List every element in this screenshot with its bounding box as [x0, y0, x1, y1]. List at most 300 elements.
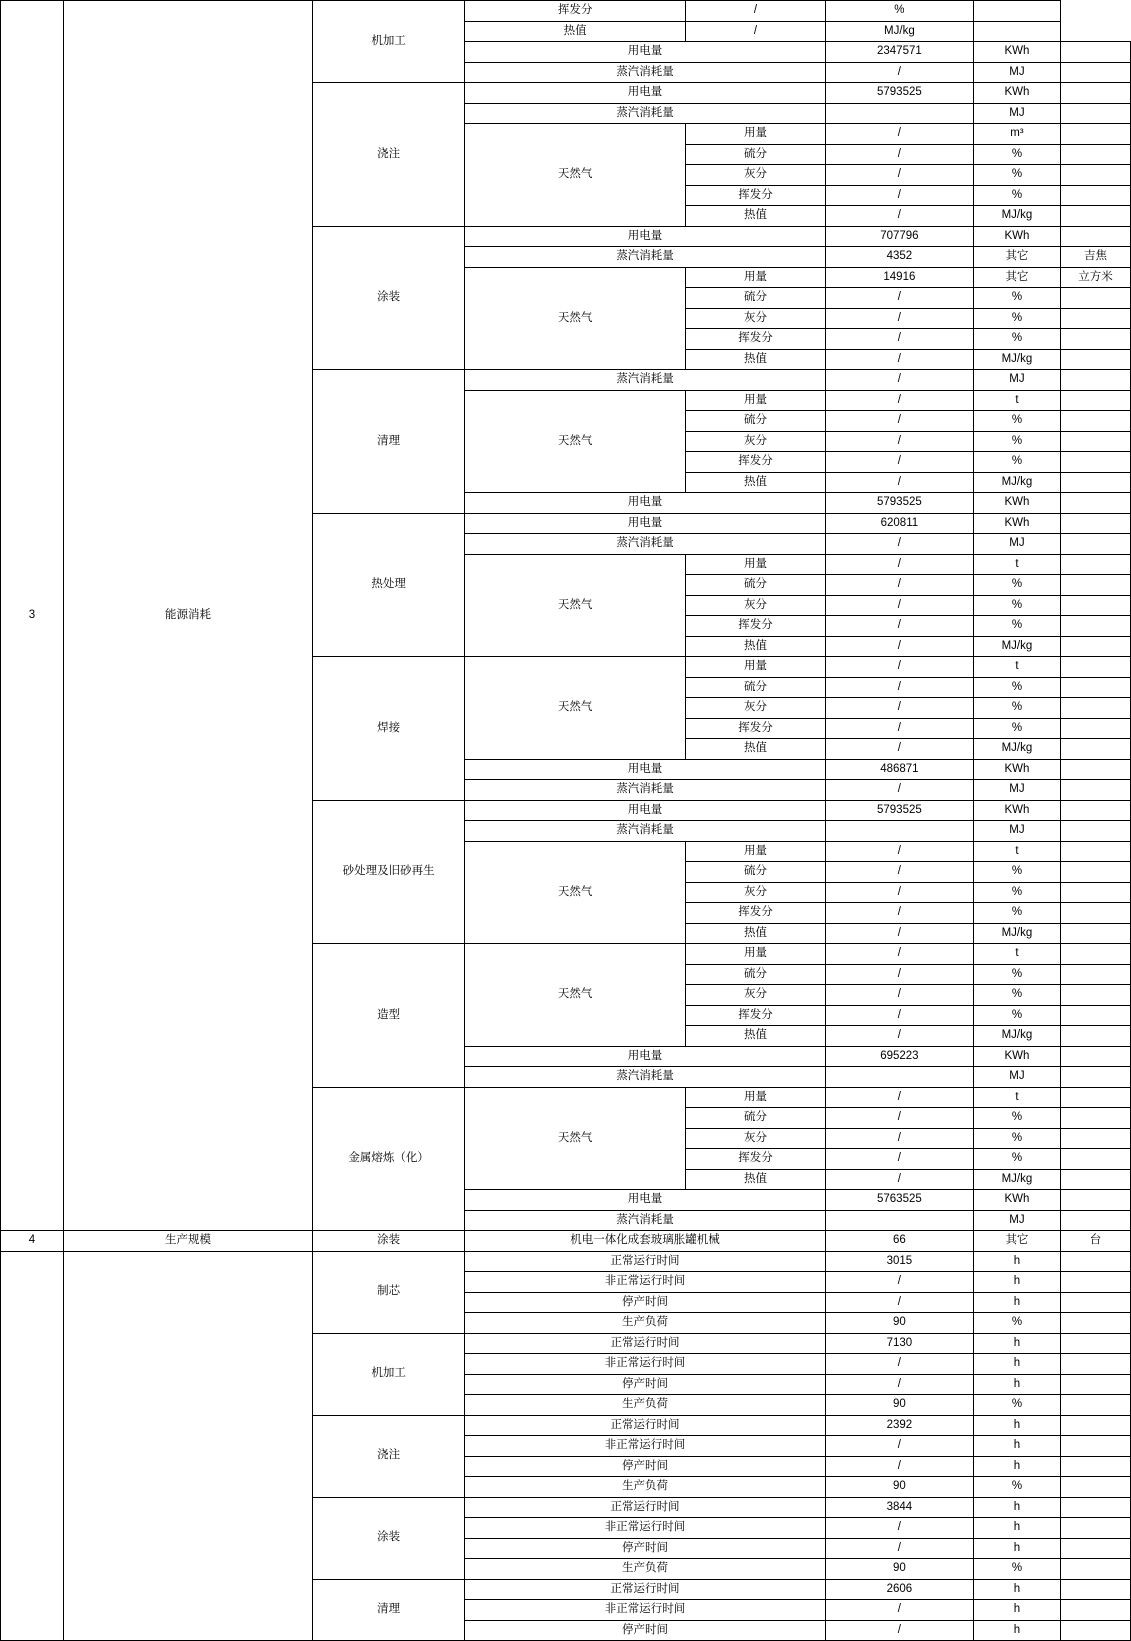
- row-group: 天然气: [465, 390, 686, 493]
- row-unit: MJ/kg: [973, 1026, 1060, 1047]
- row-value[interactable]: /: [825, 165, 973, 186]
- row-unit: 其它: [973, 267, 1060, 288]
- row-value[interactable]: /: [825, 698, 973, 719]
- row-unit: %: [973, 1149, 1060, 1170]
- row-item: 挥发分: [686, 903, 826, 924]
- row-item: 用电量: [465, 1046, 826, 1067]
- row-item: 挥发分: [686, 616, 826, 637]
- row-item: 蒸汽消耗量: [465, 780, 826, 801]
- table-body: [1, 1, 1131, 1641]
- row-item: 挥发分: [686, 452, 826, 473]
- row-value[interactable]: /: [825, 1374, 973, 1395]
- row-item: 热值: [686, 1169, 826, 1190]
- row-unit: 其它: [973, 247, 1060, 268]
- row-item: 用电量: [465, 513, 826, 534]
- row-value[interactable]: 486871: [825, 759, 973, 780]
- row-item: 正常运行时间: [465, 1333, 826, 1354]
- row-note: [1061, 1026, 1131, 1047]
- row-value[interactable]: 7130: [825, 1333, 973, 1354]
- row-note: [1061, 780, 1131, 801]
- row-item: 蒸汽消耗量: [465, 62, 826, 83]
- row-value[interactable]: /: [825, 390, 973, 411]
- row-unit: KWh: [973, 513, 1060, 534]
- row-unit: h: [973, 1272, 1060, 1293]
- row-item: 硫分: [686, 575, 826, 596]
- row-note: [1061, 206, 1131, 227]
- row-note: [1061, 1128, 1131, 1149]
- row-unit: MJ/kg: [973, 472, 1060, 493]
- row-value[interactable]: /: [825, 1149, 973, 1170]
- process-name: 浇注: [313, 83, 465, 227]
- row-value[interactable]: [825, 1210, 973, 1231]
- row-item: 灰分: [686, 985, 826, 1006]
- row-unit: KWh: [973, 493, 1060, 514]
- row-value[interactable]: /: [825, 739, 973, 760]
- row-value[interactable]: /: [825, 636, 973, 657]
- row-value[interactable]: /: [825, 62, 973, 83]
- row-unit: %: [973, 1313, 1060, 1334]
- row-unit: %: [973, 903, 1060, 924]
- row-unit: MJ: [973, 1210, 1060, 1231]
- row-unit: MJ: [973, 821, 1060, 842]
- row-value[interactable]: /: [825, 985, 973, 1006]
- row-item: 用量: [686, 390, 826, 411]
- row-unit: %: [825, 1, 973, 22]
- row-note: [1061, 1333, 1131, 1354]
- row-item: 硫分: [686, 862, 826, 883]
- row-note: [1061, 1149, 1131, 1170]
- row-note: [1061, 1559, 1131, 1580]
- row-value[interactable]: /: [825, 452, 973, 473]
- row-value[interactable]: [825, 103, 973, 124]
- row-unit: MJ: [973, 534, 1060, 555]
- row-value[interactable]: 90: [825, 1395, 973, 1416]
- row-unit: MJ/kg: [973, 739, 1060, 760]
- row-note: [1061, 1518, 1131, 1539]
- row-value[interactable]: /: [825, 595, 973, 616]
- row-value[interactable]: /: [825, 411, 973, 432]
- row-unit: MJ/kg: [973, 923, 1060, 944]
- row-item: 生产负荷: [465, 1559, 826, 1580]
- row-note: [1061, 1620, 1131, 1641]
- row-note: 吉焦: [1061, 247, 1131, 268]
- table-row: [1, 1231, 1131, 1252]
- row-unit: MJ: [973, 103, 1060, 124]
- row-value[interactable]: 695223: [825, 1046, 973, 1067]
- row-note: [1061, 1600, 1131, 1621]
- row-item: 热值: [686, 636, 826, 657]
- row-item: 灰分: [686, 698, 826, 719]
- row-item: 热值: [686, 739, 826, 760]
- row-item: 用量: [686, 841, 826, 862]
- row-unit: h: [973, 1333, 1060, 1354]
- row-unit: 其它: [973, 1231, 1060, 1252]
- row-unit: h: [973, 1538, 1060, 1559]
- row-note: [1061, 1087, 1131, 1108]
- process-name: 砂处理及旧砂再生: [313, 800, 465, 944]
- row-note: [1061, 1251, 1131, 1272]
- row-note: [1061, 62, 1131, 83]
- row-note: [1061, 185, 1131, 206]
- row-note: [1061, 534, 1131, 555]
- process-name: 涂装: [313, 226, 465, 370]
- row-value[interactable]: /: [825, 1354, 973, 1375]
- row-note: [1061, 821, 1131, 842]
- row-note: [1061, 944, 1131, 965]
- row-value[interactable]: /: [825, 1436, 973, 1457]
- row-note: [1061, 1538, 1131, 1559]
- row-value[interactable]: 90: [825, 1477, 973, 1498]
- row-note: [1061, 575, 1131, 596]
- row-unit: MJ: [973, 780, 1060, 801]
- row-note: [1061, 595, 1131, 616]
- process-name: 机加工: [313, 1, 465, 83]
- row-note: [1061, 1190, 1131, 1211]
- row-unit: h: [973, 1518, 1060, 1539]
- row-unit: %: [973, 718, 1060, 739]
- section-category: 能源消耗: [63, 1, 312, 1231]
- row-item: 非正常运行时间: [465, 1354, 826, 1375]
- row-item: 生产负荷: [465, 1313, 826, 1334]
- row-note: [1061, 431, 1131, 452]
- row-item: 蒸汽消耗量: [465, 821, 826, 842]
- row-value[interactable]: /: [825, 144, 973, 165]
- row-note: 立方米: [1061, 267, 1131, 288]
- row-item: 停产时间: [465, 1456, 826, 1477]
- row-value[interactable]: /: [825, 288, 973, 309]
- row-unit: %: [973, 452, 1060, 473]
- row-unit: %: [973, 862, 1060, 883]
- row-value[interactable]: /: [825, 1292, 973, 1313]
- row-value[interactable]: 3844: [825, 1497, 973, 1518]
- row-unit: t: [973, 841, 1060, 862]
- row-value[interactable]: 66: [825, 1231, 973, 1252]
- row-item: 生产负荷: [465, 1477, 826, 1498]
- row-note: 台: [1061, 1231, 1131, 1252]
- row-group: 天然气: [465, 267, 686, 370]
- process-name: 清理: [313, 1579, 465, 1641]
- row-unit: %: [973, 1005, 1060, 1026]
- process-name: 金属熔炼（化）: [313, 1087, 465, 1231]
- row-value[interactable]: /: [825, 1456, 973, 1477]
- row-note: [1061, 616, 1131, 637]
- row-unit: t: [973, 657, 1060, 678]
- row-note: [1061, 513, 1131, 534]
- row-value[interactable]: [825, 1067, 973, 1088]
- row-unit: %: [973, 1128, 1060, 1149]
- row-note: [1061, 1108, 1131, 1129]
- row-unit: %: [973, 144, 1060, 165]
- row-note: [1061, 985, 1131, 1006]
- row-unit: %: [973, 288, 1060, 309]
- process-name: 制芯: [313, 1251, 465, 1333]
- row-value[interactable]: 4352: [825, 247, 973, 268]
- row-unit: MJ/kg: [825, 21, 973, 42]
- row-unit: MJ/kg: [973, 1169, 1060, 1190]
- row-item: 蒸汽消耗量: [465, 1067, 826, 1088]
- row-value[interactable]: /: [686, 1, 826, 22]
- row-unit: MJ/kg: [973, 206, 1060, 227]
- row-value[interactable]: /: [825, 1108, 973, 1129]
- row-value[interactable]: 2606: [825, 1579, 973, 1600]
- process-name: 涂装: [313, 1497, 465, 1579]
- row-note: [973, 1, 1060, 22]
- row-item: 停产时间: [465, 1292, 826, 1313]
- row-item: 挥发分: [465, 1, 686, 22]
- row-unit: %: [973, 677, 1060, 698]
- row-value[interactable]: [825, 821, 973, 842]
- row-item: 正常运行时间: [465, 1251, 826, 1272]
- row-unit: %: [973, 1395, 1060, 1416]
- row-unit: %: [973, 185, 1060, 206]
- row-unit: %: [973, 1477, 1060, 1498]
- row-item: 用电量: [465, 800, 826, 821]
- row-unit: KWh: [973, 83, 1060, 104]
- row-item: 灰分: [686, 165, 826, 186]
- row-item: 蒸汽消耗量: [465, 1210, 826, 1231]
- row-note: [1061, 452, 1131, 473]
- row-value[interactable]: /: [825, 1026, 973, 1047]
- row-value[interactable]: 5793525: [825, 493, 973, 514]
- row-unit: MJ: [973, 62, 1060, 83]
- row-item: 正常运行时间: [465, 1415, 826, 1436]
- row-item: 用电量: [465, 1190, 826, 1211]
- row-item: 热值: [465, 21, 686, 42]
- row-unit: MJ: [973, 370, 1060, 391]
- row-value[interactable]: /: [825, 1169, 973, 1190]
- row-unit: h: [973, 1456, 1060, 1477]
- row-unit: h: [973, 1600, 1060, 1621]
- row-note: [1061, 1354, 1131, 1375]
- row-unit: %: [973, 575, 1060, 596]
- row-value[interactable]: /: [825, 841, 973, 862]
- row-note: [1061, 144, 1131, 165]
- row-item: 用电量: [465, 759, 826, 780]
- row-value[interactable]: /: [825, 431, 973, 452]
- row-value[interactable]: /: [825, 1087, 973, 1108]
- row-unit: KWh: [973, 226, 1060, 247]
- row-note: [1061, 1579, 1131, 1600]
- row-unit: %: [973, 431, 1060, 452]
- row-note: [1061, 1067, 1131, 1088]
- row-item: 非正常运行时间: [465, 1272, 826, 1293]
- row-value[interactable]: /: [825, 472, 973, 493]
- row-item: 挥发分: [686, 718, 826, 739]
- row-value[interactable]: /: [825, 780, 973, 801]
- row-value[interactable]: /: [825, 616, 973, 637]
- row-unit: %: [973, 595, 1060, 616]
- row-item: 热值: [686, 923, 826, 944]
- row-value[interactable]: /: [825, 923, 973, 944]
- row-note: [1061, 882, 1131, 903]
- row-value[interactable]: /: [825, 677, 973, 698]
- row-value[interactable]: /: [825, 862, 973, 883]
- row-value[interactable]: /: [825, 657, 973, 678]
- row-value[interactable]: /: [825, 534, 973, 555]
- row-note: [1061, 390, 1131, 411]
- row-item: 用量: [686, 944, 826, 965]
- row-unit: h: [973, 1251, 1060, 1272]
- row-item: 用量: [686, 554, 826, 575]
- row-note: [1061, 1005, 1131, 1026]
- section-index: 3: [1, 1, 64, 1231]
- row-item: 停产时间: [465, 1374, 826, 1395]
- row-value[interactable]: /: [825, 124, 973, 145]
- row-item: 灰分: [686, 431, 826, 452]
- row-item: 热值: [686, 349, 826, 370]
- row-note: [1061, 1497, 1131, 1518]
- row-item: 蒸汽消耗量: [465, 247, 826, 268]
- row-unit: %: [973, 985, 1060, 1006]
- row-note: [1061, 349, 1131, 370]
- row-note: [1061, 636, 1131, 657]
- row-value[interactable]: 5763525: [825, 1190, 973, 1211]
- row-item: 正常运行时间: [465, 1497, 826, 1518]
- row-item: 用量: [686, 124, 826, 145]
- row-note: [1061, 800, 1131, 821]
- row-value[interactable]: /: [825, 308, 973, 329]
- row-unit: %: [973, 411, 1060, 432]
- row-note: [1061, 329, 1131, 350]
- row-value[interactable]: 3015: [825, 1251, 973, 1272]
- row-note: [1061, 862, 1131, 883]
- row-value[interactable]: /: [825, 575, 973, 596]
- table-row: [1, 1, 1131, 22]
- row-note: [1061, 308, 1131, 329]
- row-note: [1061, 677, 1131, 698]
- row-value[interactable]: /: [825, 903, 973, 924]
- row-group: 天然气: [465, 1087, 686, 1190]
- row-value[interactable]: 5793525: [825, 800, 973, 821]
- row-value[interactable]: /: [825, 329, 973, 350]
- row-item: 用量: [686, 1087, 826, 1108]
- row-item: 硫分: [686, 964, 826, 985]
- row-value[interactable]: /: [825, 1005, 973, 1026]
- row-value[interactable]: 707796: [825, 226, 973, 247]
- row-value[interactable]: 90: [825, 1559, 973, 1580]
- row-note: [1061, 1415, 1131, 1436]
- row-unit: %: [973, 308, 1060, 329]
- row-unit: t: [973, 944, 1060, 965]
- row-unit: %: [973, 964, 1060, 985]
- row-note: [1061, 1436, 1131, 1457]
- row-value[interactable]: 2347571: [825, 42, 973, 63]
- row-unit: KWh: [973, 42, 1060, 63]
- row-unit: MJ: [973, 1067, 1060, 1088]
- row-value[interactable]: /: [825, 1538, 973, 1559]
- row-note: [1061, 718, 1131, 739]
- row-value[interactable]: 5793525: [825, 83, 973, 104]
- row-value[interactable]: 14916: [825, 267, 973, 288]
- row-note: [1061, 923, 1131, 944]
- row-note: [1061, 1272, 1131, 1293]
- row-value[interactable]: /: [825, 882, 973, 903]
- row-note: [1061, 472, 1131, 493]
- row-value[interactable]: /: [825, 1128, 973, 1149]
- row-note: [1061, 554, 1131, 575]
- row-value[interactable]: /: [825, 944, 973, 965]
- row-unit: %: [973, 1108, 1060, 1129]
- row-item: 硫分: [686, 288, 826, 309]
- row-value[interactable]: /: [825, 370, 973, 391]
- process-name: 造型: [313, 944, 465, 1088]
- row-unit: h: [973, 1415, 1060, 1436]
- row-value[interactable]: /: [825, 1272, 973, 1293]
- row-item: 非正常运行时间: [465, 1518, 826, 1539]
- row-unit: KWh: [973, 1046, 1060, 1067]
- row-note: [1061, 42, 1131, 63]
- row-item: 热值: [686, 206, 826, 227]
- row-value[interactable]: /: [825, 554, 973, 575]
- row-group: 天然气: [465, 841, 686, 944]
- row-item: 蒸汽消耗量: [465, 370, 826, 391]
- row-item: 灰分: [686, 1128, 826, 1149]
- row-value[interactable]: 620811: [825, 513, 973, 534]
- row-item: 蒸汽消耗量: [465, 534, 826, 555]
- row-note: [1061, 1456, 1131, 1477]
- row-value[interactable]: 2392: [825, 1415, 973, 1436]
- row-unit: MJ/kg: [973, 349, 1060, 370]
- row-value[interactable]: /: [825, 964, 973, 985]
- process-name: 焊接: [313, 657, 465, 801]
- row-item: 硫分: [686, 144, 826, 165]
- row-value[interactable]: /: [825, 718, 973, 739]
- row-note: [1061, 698, 1131, 719]
- row-note: [1061, 1210, 1131, 1231]
- row-item: 灰分: [686, 308, 826, 329]
- row-item: 热值: [686, 1026, 826, 1047]
- row-value[interactable]: /: [686, 21, 826, 42]
- row-unit: h: [973, 1497, 1060, 1518]
- row-note: [1061, 657, 1131, 678]
- row-group: 天然气: [465, 124, 686, 227]
- row-item: 停产时间: [465, 1620, 826, 1641]
- row-note: [1061, 226, 1131, 247]
- row-item: 蒸汽消耗量: [465, 103, 826, 124]
- process-name: 清理: [313, 370, 465, 514]
- row-note: [1061, 1169, 1131, 1190]
- row-group: 天然气: [465, 657, 686, 760]
- row-unit: %: [973, 616, 1060, 637]
- row-note: [1061, 288, 1131, 309]
- row-note: [1061, 1374, 1131, 1395]
- row-item: 硫分: [686, 677, 826, 698]
- section-category-blank: [63, 1251, 312, 1641]
- row-note: [1061, 1292, 1131, 1313]
- row-note: [1061, 1313, 1131, 1334]
- row-unit: t: [973, 554, 1060, 575]
- row-value[interactable]: /: [825, 206, 973, 227]
- row-unit: %: [973, 165, 1060, 186]
- row-value[interactable]: /: [825, 185, 973, 206]
- row-item: 挥发分: [686, 329, 826, 350]
- row-value[interactable]: /: [825, 1620, 973, 1641]
- row-item: 用电量: [465, 226, 826, 247]
- row-unit: h: [973, 1292, 1060, 1313]
- row-value[interactable]: /: [825, 1518, 973, 1539]
- section-category: 生产规模: [63, 1231, 312, 1252]
- row-group: 天然气: [465, 554, 686, 657]
- row-unit: h: [973, 1354, 1060, 1375]
- row-group: 天然气: [465, 944, 686, 1047]
- row-value[interactable]: /: [825, 1600, 973, 1621]
- row-value[interactable]: /: [825, 349, 973, 370]
- row-item: 用电量: [465, 493, 826, 514]
- row-note: [1061, 841, 1131, 862]
- row-value[interactable]: 90: [825, 1313, 973, 1334]
- row-unit: %: [973, 882, 1060, 903]
- row-item: 挥发分: [686, 1149, 826, 1170]
